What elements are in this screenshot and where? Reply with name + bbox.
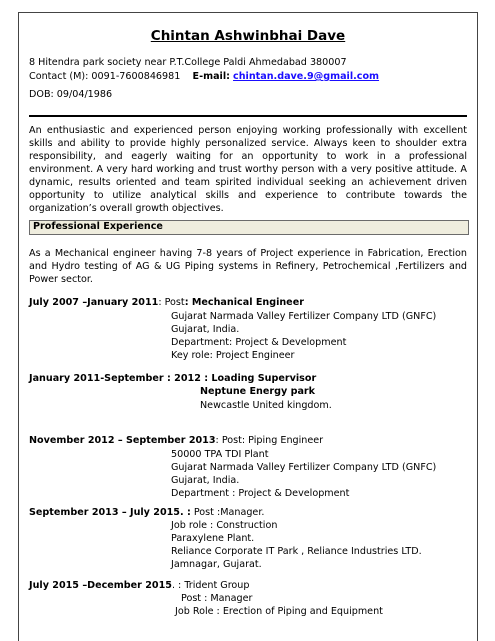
job-separator: Post :Manager. [190, 507, 265, 518]
job-separator: : Post: Piping Engineer [215, 435, 324, 446]
job-detail: Paraxylene Plant. [171, 533, 255, 544]
address: 8 Hitendra park society near P.T.College Paldi Ahmedabad 380007 [29, 57, 347, 68]
section-header-professional-experience [29, 220, 469, 235]
job-entry-2-heading: January 2011-September : 2012 : Loading Supervisor [29, 373, 317, 384]
email-label: E-mail: [192, 71, 230, 82]
job-detail: Newcastle United kingdom. [200, 400, 332, 411]
job-period: September 2013 – July 2015. : [29, 507, 191, 518]
section-title: Professional Experience [33, 221, 163, 232]
contact-line [29, 71, 379, 82]
job-entry-3-heading [29, 435, 323, 446]
job-detail: Gujarat, India. [171, 324, 240, 335]
job-period: July 2007 –January 2011 [29, 297, 159, 308]
job-detail: Department: Project & Development [171, 337, 347, 348]
resume-page [18, 12, 478, 641]
job-detail: Key role: Project Engineer [171, 350, 295, 361]
job-entry-5-heading [29, 580, 249, 591]
job-separator: : Post [158, 297, 185, 308]
header-divider [29, 115, 467, 117]
email-link[interactable]: chintan.dave.9@gmail.com [233, 71, 380, 82]
job-detail: Jamnagar, Gujarat. [171, 559, 262, 570]
job-entry-4-heading [29, 507, 264, 518]
date-of-birth: DOB: 09/04/1986 [29, 89, 113, 100]
job-detail: Gujarat Narmada Valley Fertilizer Company LTD (GNFC) [171, 311, 437, 322]
job-detail: 50000 TPA TDI Plant [171, 449, 269, 460]
job-detail: Job Role : Erection of Piping and Equipment [175, 606, 383, 617]
contact-phone: Contact (M): 0091-7600846981 [29, 71, 181, 82]
candidate-name: Chintan Ashwinbhai Dave [150, 28, 346, 44]
job-post: : Mechanical Engineer [184, 297, 304, 308]
job-period: July 2015 –December 2015 [29, 580, 172, 591]
job-detail: Reliance Corporate IT Park , Reliance Industries LTD. [171, 546, 422, 557]
job-separator: . : Trident Group [171, 580, 250, 591]
job-detail: Job role : Construction [171, 520, 278, 531]
job-detail: Gujarat, India. [171, 475, 240, 486]
job-period: November 2012 – September 2013 [29, 435, 216, 446]
job-detail: Gujarat Narmada Valley Fertilizer Company LTD (GNFC) [171, 462, 437, 473]
job-company: Neptune Energy park [200, 386, 316, 397]
summary-paragraph: An enthusiastic and experienced person enjoying working professionally with excellent skills and ability to provide highly personalized service. Always keen to shoulder extra responsibility, and eagerly waiting for an opportunity to work in a professional environment. A very hard working and trust worthy person with a very positive attitude. A dynamic, results oriented and team spirited individual seeking an achievement driven opportunity to utilize analytical skills and experience to contribute towards the organization’s overall growth objectives. [29, 125, 467, 214]
job-entry-1-heading [29, 297, 304, 308]
job-detail: Post : Manager [181, 593, 253, 604]
experience-intro: As a Mechanical engineer having 7-8 years of Project experience in Fabrication, Erection and Hydro testing of AG & UG Piping systems in Refinery, Petrochemical ,Fertilizers and Power sector. [29, 248, 467, 285]
job-detail: Department : Project & Development [171, 488, 350, 499]
